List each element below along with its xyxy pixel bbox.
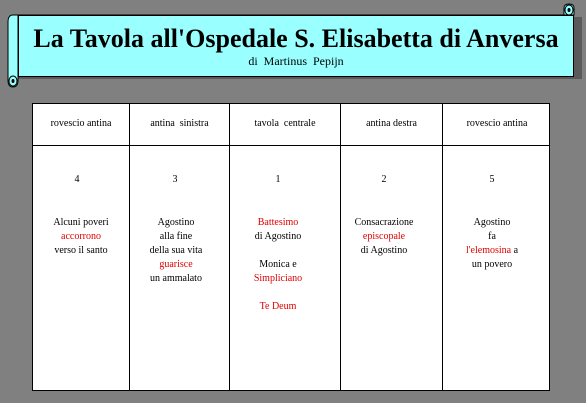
panel-description — [341, 216, 427, 258]
column-header-1: rovescio antina — [50, 118, 112, 129]
header-divider — [33, 145, 549, 146]
description-text: Agostino — [473, 217, 511, 228]
page-title: La Tavola all'Ospedale S. Elisabetta di Anversa — [33, 24, 559, 53]
description-line — [443, 230, 541, 244]
column-header-4: antina destra — [366, 118, 417, 129]
panel-description — [130, 216, 222, 286]
description-line — [130, 230, 222, 244]
description-line — [130, 258, 222, 272]
highlighted-term: Te Deum — [259, 301, 297, 312]
description-text: Alcuni poveri — [53, 217, 109, 228]
panel-description — [230, 216, 326, 314]
description-line — [33, 230, 129, 244]
title-scroll-banner — [0, 0, 586, 95]
description-line — [341, 216, 427, 230]
description-line — [230, 300, 326, 314]
description-text: Consacrazione — [354, 217, 414, 228]
description-text: di Agostino — [254, 231, 302, 242]
page-subtitle: di Martinus Pepijn — [248, 54, 344, 68]
description-line — [230, 272, 326, 286]
description-text: fa — [488, 231, 496, 242]
panel-description — [33, 216, 129, 258]
highlighted-term: guarisce — [159, 259, 193, 270]
description-text: verso il santo — [54, 245, 108, 256]
highlighted-term: Battesimo — [257, 217, 299, 228]
description-text: alla fine — [159, 231, 193, 242]
description-line — [130, 216, 222, 230]
description-line — [230, 216, 326, 230]
description-text: a — [511, 245, 519, 256]
description-line — [341, 230, 427, 244]
description-line — [230, 244, 326, 258]
description-text: Agostino — [157, 217, 195, 228]
highlighted-term: episcopale — [362, 231, 406, 242]
panel-number-5: 5 — [489, 174, 495, 185]
highlighted-term: accorrono — [61, 231, 101, 242]
description-line — [443, 216, 541, 230]
description-line — [230, 258, 326, 272]
description-text: un povero — [471, 259, 513, 270]
description-line — [33, 244, 129, 258]
panel-number-2: 3 — [172, 174, 178, 185]
description-line — [341, 244, 427, 258]
column-header-3: tavola centrale — [254, 118, 316, 129]
description-line — [130, 244, 222, 258]
description-line — [130, 272, 222, 286]
description-text: di Agostino — [360, 245, 408, 256]
panels-table — [32, 103, 550, 391]
highlighted-term: Simpliciano — [253, 273, 303, 284]
panel-number-3: 1 — [275, 174, 281, 185]
description-line — [33, 216, 129, 230]
description-line — [443, 258, 541, 272]
description-line — [230, 286, 326, 300]
panel-number-4: 2 — [381, 174, 387, 185]
description-line — [230, 230, 326, 244]
highlighted-term: l'elemosina — [465, 245, 512, 256]
description-text: Monica e — [259, 259, 297, 270]
description-text: un ammalato — [150, 273, 202, 284]
panel-number-1: 4 — [74, 174, 80, 185]
panel-description — [443, 216, 541, 272]
column-header-2: antina sinistra — [150, 118, 209, 129]
description-text: della sua vita — [149, 245, 203, 256]
description-line — [443, 244, 541, 258]
column-header-5: rovescio antina — [466, 118, 528, 129]
